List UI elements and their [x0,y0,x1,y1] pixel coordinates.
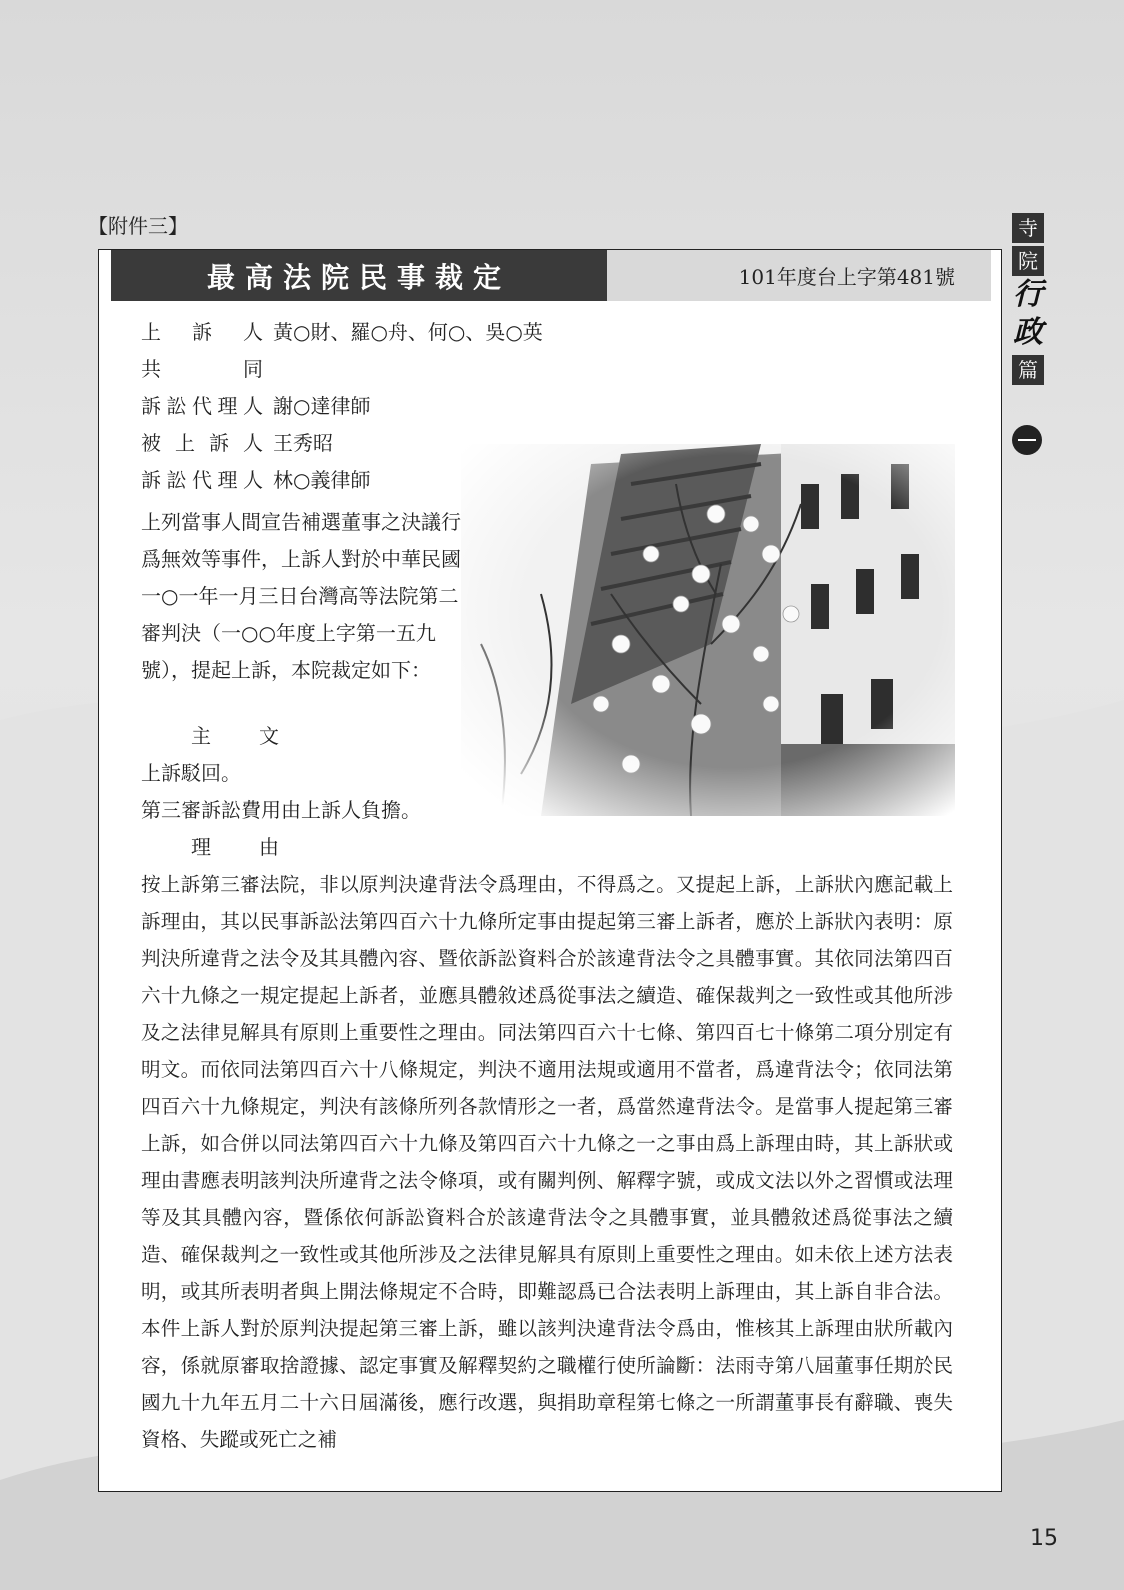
party-value: 王秀昭 [273,431,333,455]
title-bar [111,250,991,301]
party-appellee [141,425,333,462]
chapter-one-icon [1012,425,1042,455]
side-char-large: 行 [1013,277,1043,312]
party-value: 謝○達律師 [273,394,371,418]
side-char: 寺 [1012,213,1044,243]
main-heading: 主文 [191,724,327,748]
side-char: 篇 [1012,355,1044,385]
side-tab [1012,213,1044,385]
case-number: 101年度台上字第481號 [607,250,991,301]
attachment-label: 【附件三】 [88,214,188,238]
party-label: 共 同 [141,357,263,381]
party-appellee-attorney [141,462,370,499]
party-appellant [141,314,543,351]
side-char: 院 [1012,246,1044,276]
intro-paragraph: 上列當事人間宣告補選董事之決議行爲無效等事件，上訴人對於中華民國一○一年一月三日台灣高等法院第二審判決（一○○年度上字第一五九號），提起上訴，本院裁定如下： [141,510,461,682]
party-label: 訴訟代理人 [141,468,263,492]
side-char-large: 政 [1013,315,1043,350]
reasons-body: 按上訴第三審法院，非以原判決違背法令爲理由，不得爲之。又提起上訴，上訴狀內應記載上訴理由，其以民事訴訟法第四百六十九條所定事由提起第三審上訴者，應於上訴狀內表明：原判決所違背之法令及其具體內容、暨依訴訟資料合於該違背法令之具體事實。其依同法第四百六十九條之一規定提起上訴者，並應具體敘述爲從事法之續造、確保裁判之一致性或其他所涉及之法律見解具有原則上重要性之理由。同法第四百六十七條、第四百七十條第二項分別定有明文。而依同法第四百六十八條規定，判決不適用法規或適用不當者，爲違背法令；依同法第四百六十九條規定，判決有該條所列各款情形之一者，爲當然違背法令。是當事人提起第三審上訴，如合併以同法第四百六十九條及第四百六十九條之一之事由爲上訴理由時，其上訴狀或理由書應表明該判決所違背之法令條項，或有關判例、解釋字號，或成文法以外之習慣或法理等及其具體內容，暨係依何訴訟資料合於該違背法令之具體事實，並具體敘述爲從事法之續造、確保裁判之一致性或其他所涉及之法律見解具有原則上重要性之理由。如未依上述方法表明，或其所表明者與上開法條規定不合時，即難認爲已合法表明上訴理由，其上訴自非合法。本件上訴人對於原判決提起第三審上訴，雖以該判決違背法令爲由，惟核其上訴理由狀所載內容，係就原審取捨證據、認定事實及解釋契約之職權行使所論斷：法雨寺第八屆董事任期於民國九十九年五月二十六日屆滿後，應行改選，與捐助章程第七條之一所謂董事長有辭職、喪失資格、失蹤或死亡之補 [141,873,953,1451]
party-appellant-attorney [141,388,370,425]
party-value: 黃○財、羅○舟、何○、吳○英 [273,320,543,344]
building-blossom-photo [461,444,955,816]
page-number: 15 [1030,1526,1058,1551]
party-label: 訴訟代理人 [141,394,263,418]
document-title: 最高法院民事裁定 [111,250,607,301]
ruling-line: 第三審訴訟費用由上訴人負擔。 [141,798,421,822]
party-label: 上 訴 人 [141,320,263,344]
reasons-heading: 理由 [191,835,327,859]
party-label: 被上訴人 [141,431,263,455]
party-joint [141,351,273,388]
party-value: 林○義律師 [273,468,371,492]
document-card [98,249,1002,1492]
ruling-line: 上訴駁回。 [141,761,241,785]
